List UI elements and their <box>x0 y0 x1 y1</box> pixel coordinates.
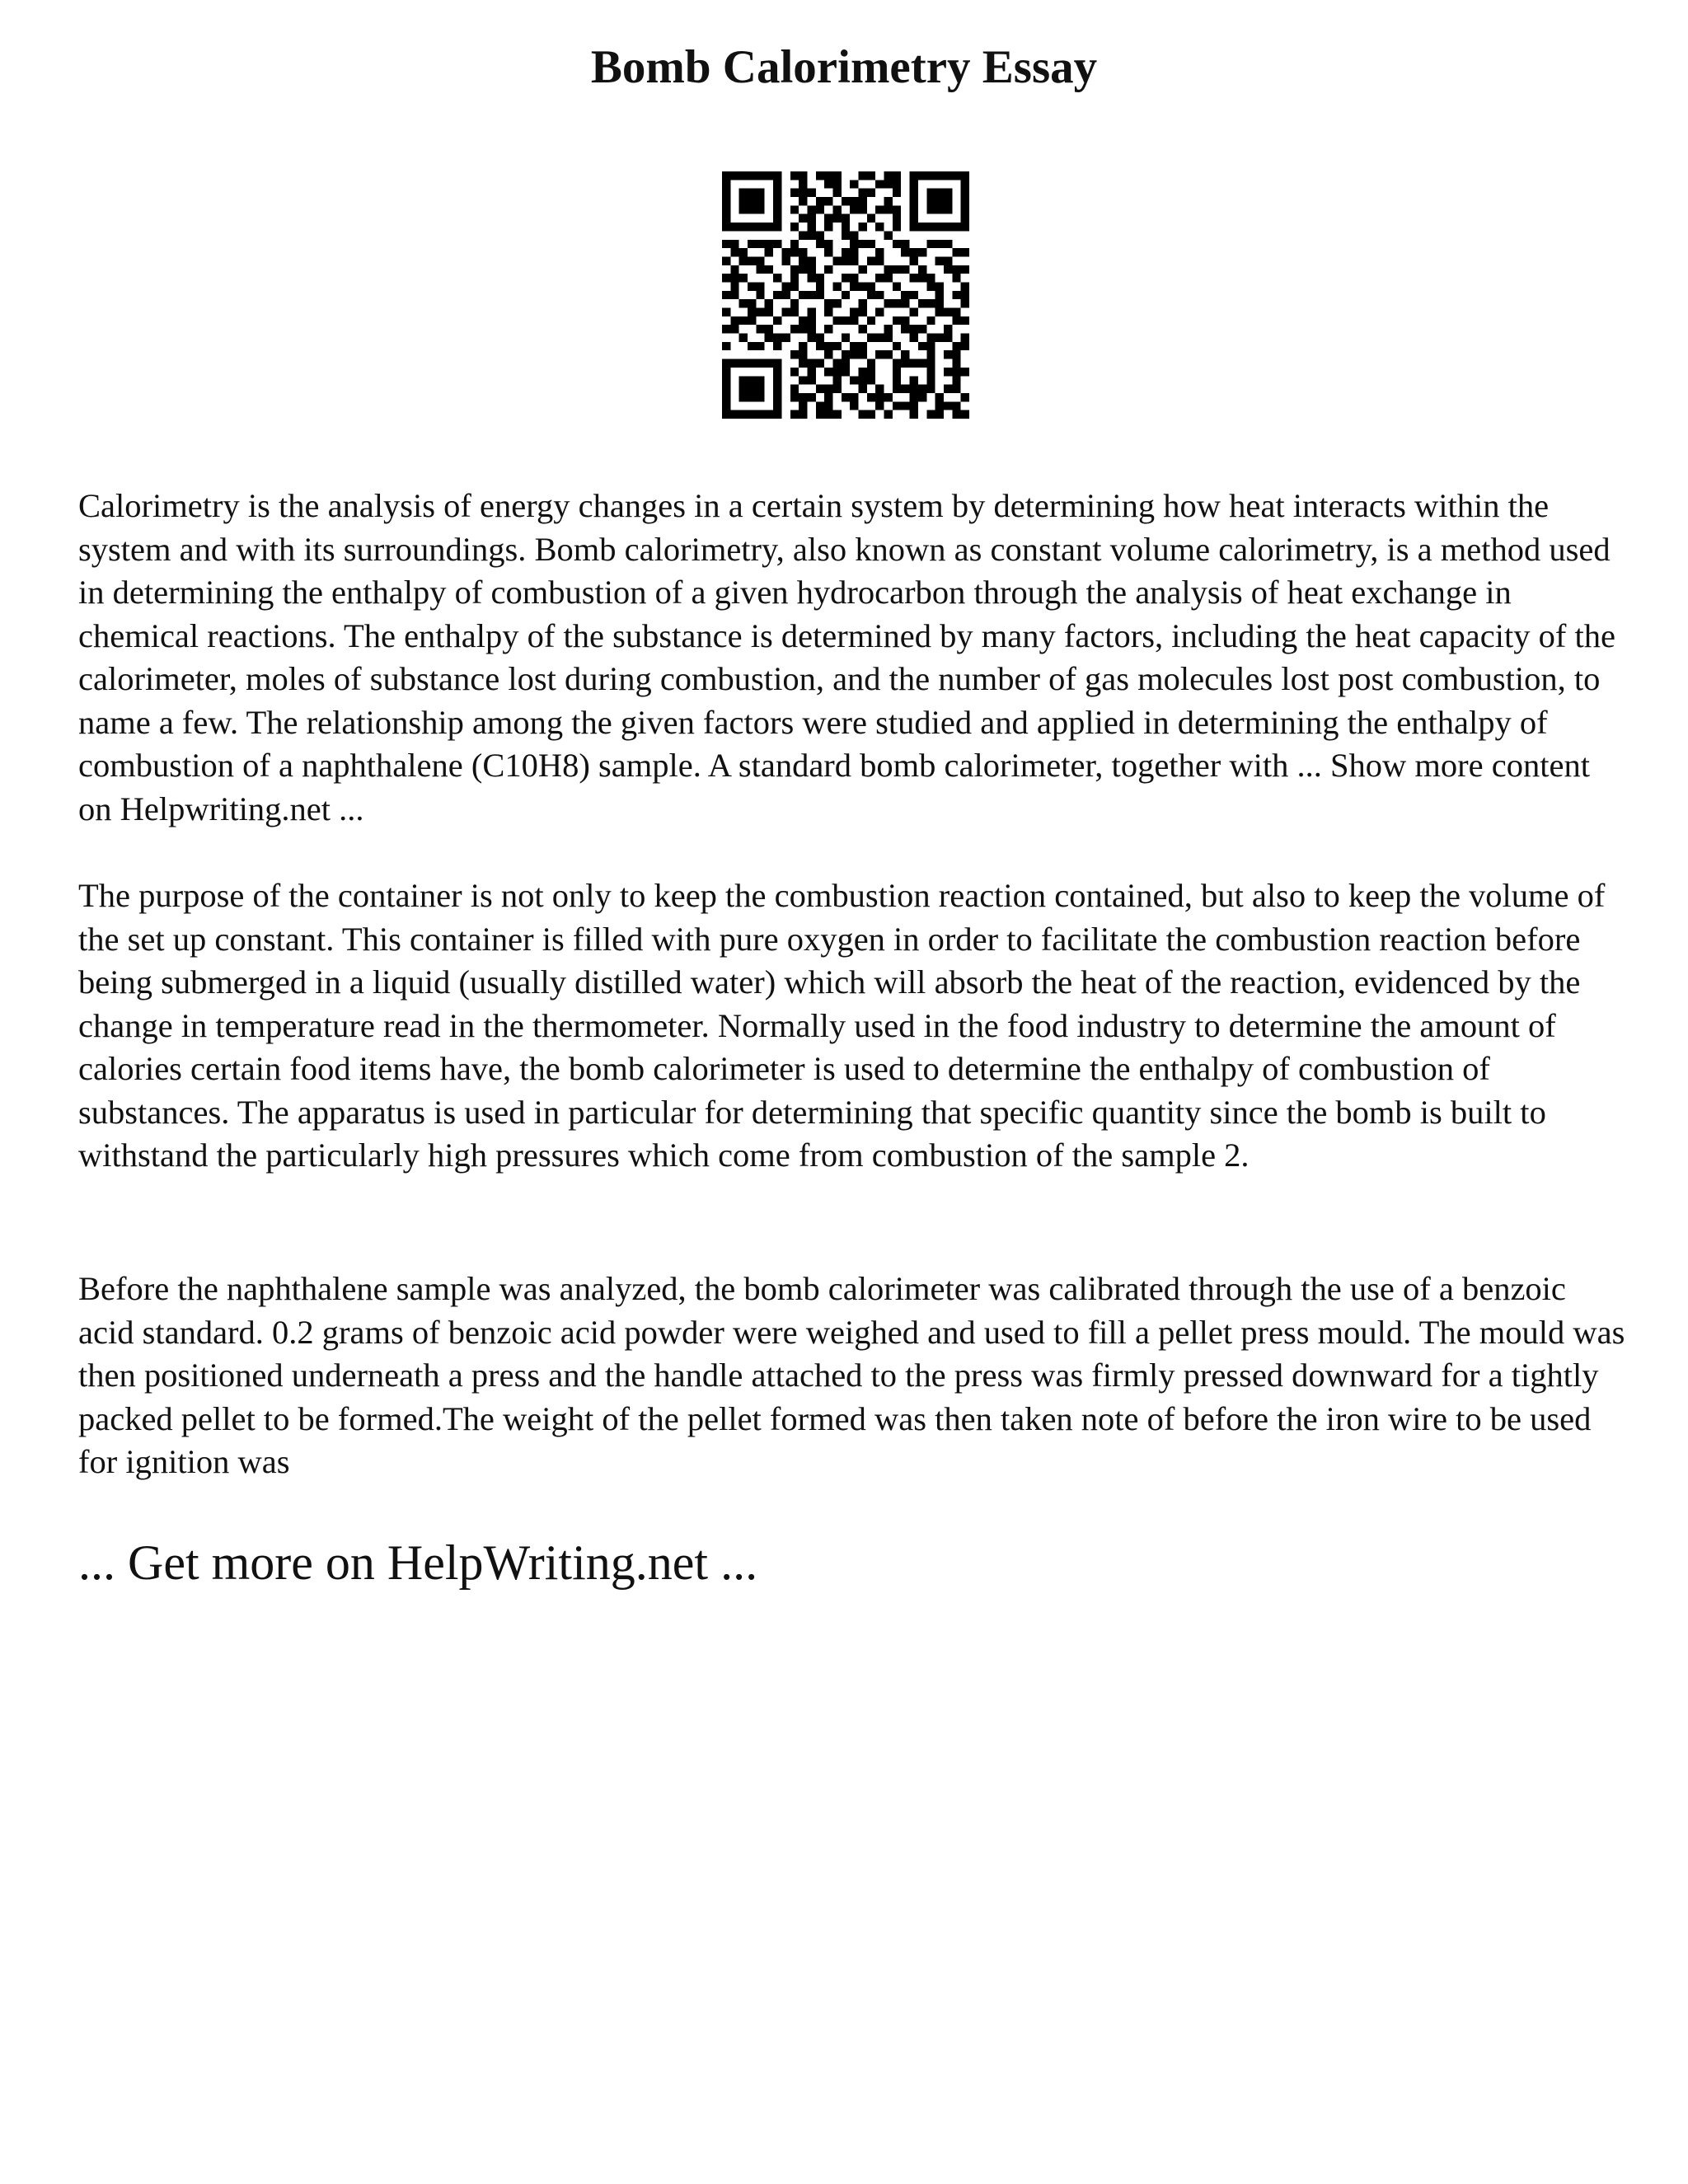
page-title: Bomb Calorimetry Essay <box>590 41 1098 93</box>
get-more-link[interactable]: ... Get more on HelpWriting.net ... <box>78 1535 758 1590</box>
essay-paragraph-2: The purpose of the container is not only to keep the combustion reaction contained, but also to keep the volume of the set up constant. This container is filled with pure oxygen in order to facilitate the combustion reaction before being submerged in a liquid (usually distilled water) which will absorb the heat of the reaction, evidenced by the change in temperature read in the thermometer. Normally used in the food industry to determine the amount of calories certain food items have, the bomb calorimeter is used to determine the enthalpy of combustion of substances. The apparatus is used in particular for determining that specific quantity since the bomb is built to withstand the particularly high pressures which come from combustion of the sample 2. <box>78 877 1606 1174</box>
essay-paragraph-3: Before the naphthalene sample was analyzed, the bomb calorimeter was calibrated through the use of a benzoic acid standard. 0.2 grams of benzoic acid powder were weighed and used to fill a pellet press mould. The mould was then positioned underneath a press and the handle attached to the press was firmly pressed downward for a tightly packed pellet to be formed.The weight of the pellet formed was then taken note of before the iron wire to be used for ignition was <box>78 1270 1625 1480</box>
qr-code-icon <box>722 171 969 419</box>
essay-paragraph-1: Calorimetry is the analysis of energy changes in a certain system by determining how heat interacts within the system and with its surroundings. Bomb calorimetry, also known as constant volume calorimetry, is a method used in determining the enthalpy of combustion of a given hydrocarbon through the analysis of heat exchange in chemical reactions. The enthalpy of the substance is determined by many factors, including the heat capacity of the calorimeter, moles of substance lost during combustion, and the number of gas molecules lost post combustion, to name a few. The relationship among the given factors were studied and applied in determining the enthalpy of combustion of a naphthalene (C10H8) sample. A standard bomb calorimeter, together with ... Show more content on Helpwriting.net ... <box>78 487 1615 827</box>
